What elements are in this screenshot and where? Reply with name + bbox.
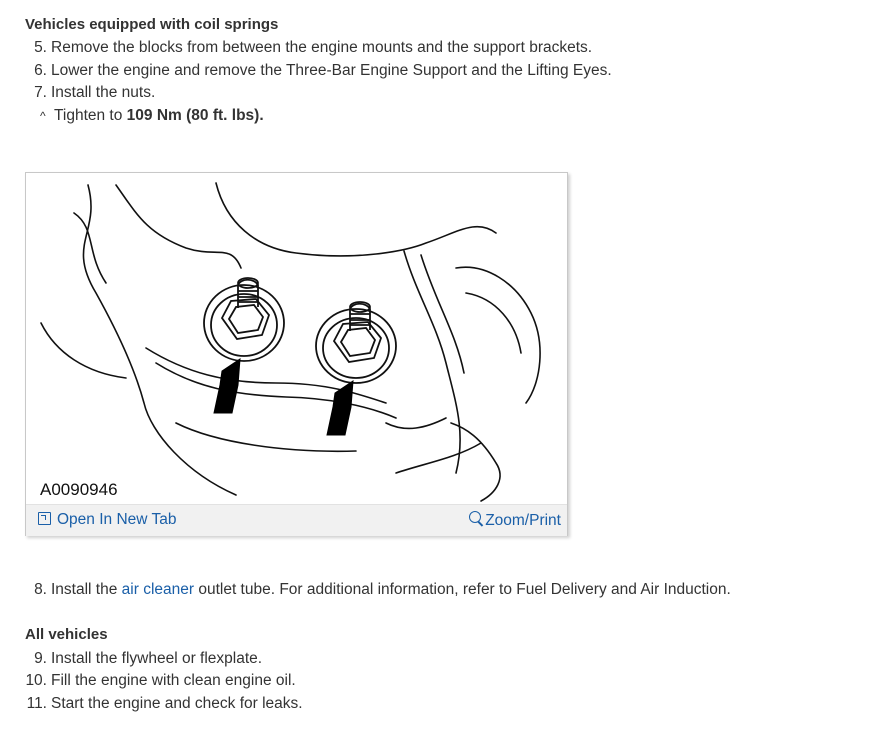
open-in-new-tab-link[interactable] (38, 511, 176, 529)
step-text: Install the nuts. (51, 84, 156, 101)
step-6 (25, 62, 612, 80)
figure-toolbar (26, 504, 567, 536)
torque-spec (40, 107, 264, 125)
step-number: 5. (34, 39, 47, 56)
step-number: 7. (34, 84, 47, 101)
step-text: Remove the blocks from between the engine mounts and the support brackets. (51, 39, 593, 56)
step-number: 11. (26, 695, 47, 712)
step-text: Install the flywheel or flexplate. (51, 650, 263, 667)
caret-bullet: ^ (40, 109, 46, 123)
step-7 (25, 84, 155, 102)
step-text-before: Install the (51, 581, 122, 598)
step-text: Start the engine and check for leaks. (51, 695, 303, 712)
engine-mount-nuts-illustration (26, 173, 567, 503)
step-text: Lower the engine and remove the Three-Bar Engine Support and the Lifting Eyes. (51, 62, 612, 79)
step-number: 6. (34, 62, 47, 79)
figure-id: A0090946 (40, 480, 118, 499)
magnifier-icon (469, 511, 481, 523)
step-10 (25, 672, 296, 690)
step-number: 8. (34, 581, 47, 598)
zoom-print-label: Zoom/Print (485, 512, 561, 529)
open-new-tab-icon (38, 512, 51, 525)
step-number: 10. (25, 672, 47, 689)
step-11 (25, 695, 303, 713)
zoom-print-link[interactable] (469, 511, 561, 530)
section-heading-coil-springs: Vehicles equipped with coil springs (25, 16, 279, 33)
torque-value: 109 Nm (80 ft. lbs). (126, 107, 264, 124)
step-number: 9. (34, 650, 47, 667)
figure-panel (25, 172, 568, 536)
step-8 (25, 581, 731, 599)
open-in-new-tab-label: Open In New Tab (57, 511, 177, 528)
step-text: Fill the engine with clean engine oil. (51, 672, 296, 689)
torque-prefix: Tighten to (54, 107, 127, 124)
air-cleaner-link[interactable]: air cleaner (121, 581, 195, 598)
step-text-after: outlet tube. For additional information, refer to Fuel Delivery and Air Induction. (194, 581, 731, 598)
section-heading-all-vehicles: All vehicles (25, 626, 108, 643)
step-5 (25, 39, 592, 57)
step-9 (25, 650, 262, 668)
